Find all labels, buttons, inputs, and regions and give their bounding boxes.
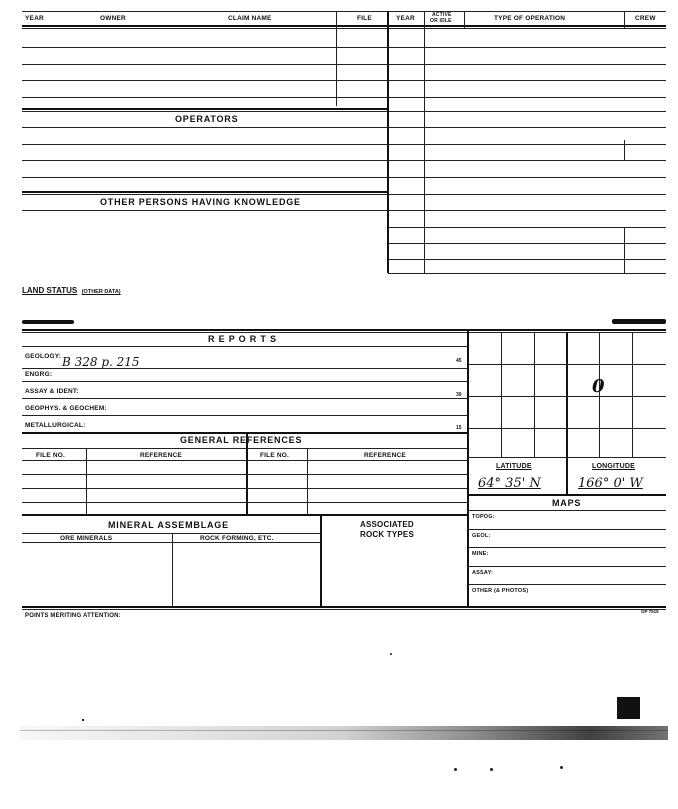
ore-minerals-label: ORE MINERALS [60,535,113,542]
geology-label: GEOLOGY: [25,353,62,360]
col-header-type-of-operation: TYPE OF OPERATION [494,15,566,22]
column-number-30: 30 [456,392,462,398]
land-status-sub-label: (OTHER DATA) [81,289,121,295]
maps-assay-label: ASSAY: [472,570,494,576]
col-header-crew: CREW [635,15,656,22]
maps-other-label: OTHER (& PHOTOS) [472,588,529,594]
operators-heading: OPERATORS [175,114,239,124]
col-header-year-2: YEAR [396,15,415,22]
col-header-active-or-idle-1: ACTIVE [432,12,452,18]
form-code: GP 7515 [641,609,659,614]
reports-heading: R E P O R T S [208,334,277,344]
maps-topog-label: TOPOG: [472,514,495,520]
column-number-15: 15 [456,425,462,431]
assay-ident-label: ASSAY & IDENT: [25,388,79,395]
maps-heading: MAPS [552,498,582,508]
rock-forming-label: ROCK FORMING, ETC. [200,535,274,542]
grid-mark: 0 [592,376,605,397]
land-status-label: LAND STATUS [22,286,78,295]
gr-col-reference: REFERENCE [140,452,182,459]
col-header-year: YEAR [25,15,44,22]
col-header-owner: OWNER [100,15,126,22]
col-header-claim-name: CLAIM NAME [228,15,272,22]
engrg-label: ENGRG: [25,371,53,378]
other-persons-heading: OTHER PERSONS HAVING KNOWLEDGE [100,197,301,207]
maps-mine-label: MINE: [472,551,489,557]
mineral-assemblage-heading: MINERAL ASSEMBLAGE [108,520,229,530]
gr-col-reference-2: REFERENCE [364,452,406,459]
scan-noise-strip [20,726,668,740]
col-header-active-or-idle-2: OR IDLE [430,18,452,24]
associated-rock-types-2: ROCK TYPES [360,530,415,539]
longitude-value: 166° 0' W [578,476,643,491]
latitude-label: LATITUDE [496,463,532,470]
maps-geol-label: GEOL: [472,533,491,539]
column-number-45: 45 [456,358,462,364]
gr-col-file-no-2: FILE NO. [260,452,290,459]
latitude-value: 64° 35' N [478,476,541,491]
associated-rock-types-1: ASSOCIATED [360,520,414,529]
metallurgical-label: METALLURGICAL: [25,422,86,429]
geology-value: B 328 p. 215 [62,355,140,369]
points-meriting-attention-label: POINTS MERITING ATTENTION: [25,613,121,619]
general-references-heading: GENERAL REFERENCES [180,435,303,445]
geophys-geochem-label: GEOPHYS. & GEOCHEM: [25,405,107,412]
col-header-file: FILE [357,15,372,22]
longitude-label: LONGITUDE [592,463,636,470]
gr-col-file-no: FILE NO. [36,452,66,459]
